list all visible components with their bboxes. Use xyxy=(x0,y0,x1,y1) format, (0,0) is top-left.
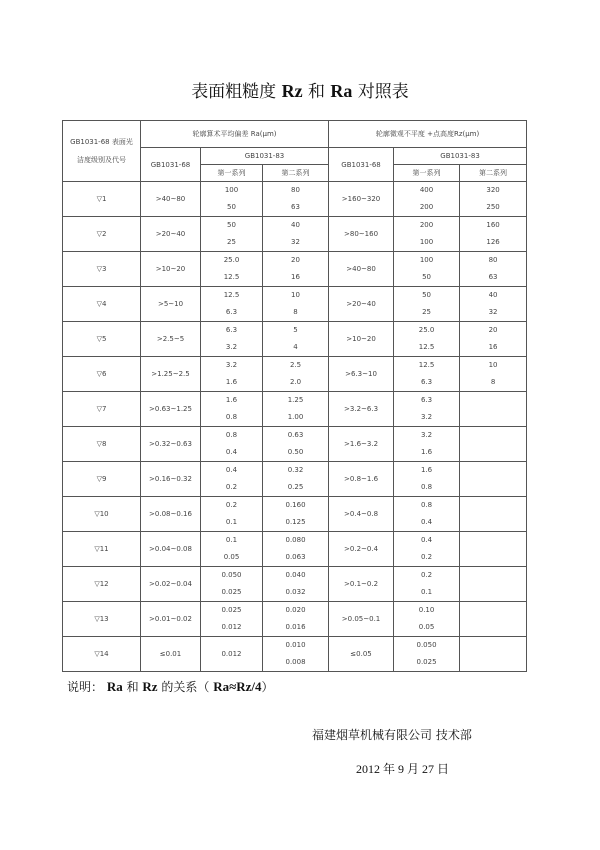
rz-gb83-header: GB1031-83 xyxy=(394,148,527,165)
ra-gb68-cell: >20~40 xyxy=(141,217,201,252)
rz-gb68-cell: >6.3~10 xyxy=(329,357,394,392)
table-row xyxy=(63,532,527,567)
grade-cell: ▽11 xyxy=(63,532,141,567)
cell-value: 0.50 xyxy=(287,448,304,456)
title-and: 和 xyxy=(308,82,325,102)
ra-series1-cell xyxy=(201,637,263,672)
cell-value: 50 xyxy=(227,203,236,211)
cell-value: 25.0 xyxy=(223,256,240,264)
table-row xyxy=(63,357,527,392)
cell-value: 200 xyxy=(419,221,434,229)
cell-value: 0.012 xyxy=(221,623,242,631)
ra-series1-cell xyxy=(201,392,263,427)
rz-series2-cell xyxy=(460,567,527,602)
rz-gb68-cell: >0.4~0.8 xyxy=(329,497,394,532)
rz-series1-cell xyxy=(394,532,460,567)
document-date: 2012 年 9 月 27 日 xyxy=(356,762,450,776)
cell-value: 0.4 xyxy=(225,466,238,474)
cell-value: 0.1 xyxy=(420,588,433,596)
company-name: 福建烟草机械有限公司 技术部 xyxy=(312,728,472,742)
ra-gb68-cell: >0.16~0.32 xyxy=(141,462,201,497)
cell-value: 63 xyxy=(488,273,498,281)
grade-cell: ▽3 xyxy=(63,252,141,287)
cell-value: 6.3 xyxy=(420,396,433,404)
rz-series1-cell xyxy=(394,462,460,497)
ra-gb68-cell: >0.08~0.16 xyxy=(141,497,201,532)
cell-value: 0.016 xyxy=(285,623,306,631)
ra-group-header: 轮廓算术平均偏差 Ra(μm) xyxy=(141,121,329,148)
cell-value: 100 xyxy=(419,256,434,264)
cell-value: 0.008 xyxy=(285,658,306,666)
cell-value: 0.25 xyxy=(287,483,304,491)
cell-value: 0.32 xyxy=(287,466,304,474)
cell-value: 2.5 xyxy=(289,361,302,369)
cell-value: 50 xyxy=(422,273,431,281)
cell-value: 25 xyxy=(227,238,236,246)
ra-series2-cell xyxy=(263,357,329,392)
cell-value: 0.63 xyxy=(287,431,304,439)
note-formula: Ra≈Rz/4 xyxy=(213,679,262,694)
cell-value: 25 xyxy=(422,308,431,316)
rz-series1-cell xyxy=(394,497,460,532)
cell-value: 6.3 xyxy=(225,308,238,316)
rz-gb68-cell: >0.8~1.6 xyxy=(329,462,394,497)
cell-value: 0.4 xyxy=(225,448,238,456)
cell-value: 0.063 xyxy=(285,553,306,561)
cell-value: 0.05 xyxy=(418,623,435,631)
cell-value: 12.5 xyxy=(418,361,435,369)
rz-gb68-cell: >40~80 xyxy=(329,252,394,287)
cell-value: 32 xyxy=(488,308,498,316)
grade-cell: ▽6 xyxy=(63,357,141,392)
cell-value: 0.4 xyxy=(420,536,433,544)
rz-series1-cell xyxy=(394,602,460,637)
grade-cell: ▽8 xyxy=(63,427,141,462)
grade-cell: ▽14 xyxy=(63,637,141,672)
cell-value: 80 xyxy=(488,256,498,264)
ra-gb68-cell: >0.01~0.02 xyxy=(141,602,201,637)
table-row xyxy=(63,462,527,497)
title-rz: Rz xyxy=(281,81,303,101)
rz-series2-cell xyxy=(460,392,527,427)
cell-value: 100 xyxy=(419,238,434,246)
cell-value: 0.2 xyxy=(225,483,238,491)
table-row xyxy=(63,427,527,462)
ra-series2-cell xyxy=(263,532,329,567)
rz-gb68-header: GB1031-68 xyxy=(329,148,394,182)
note-rz: Rz xyxy=(142,679,158,694)
rz-series2-cell xyxy=(460,357,527,392)
cell-value: 16 xyxy=(291,273,300,281)
cell-value: 0.050 xyxy=(416,641,437,649)
cell-value: 0.025 xyxy=(221,606,242,614)
rz-series1-cell xyxy=(394,252,460,287)
rz-gb68-cell: >0.1~0.2 xyxy=(329,567,394,602)
cell-value: 0.160 xyxy=(285,501,306,509)
rz-gb68-cell: >0.2~0.4 xyxy=(329,532,394,567)
table-row xyxy=(63,392,527,427)
cell-value: 63 xyxy=(291,203,300,211)
cell-value: 0.1 xyxy=(225,518,238,526)
cell-value: 12.5 xyxy=(223,273,240,281)
title-suffix: 对照表 xyxy=(357,82,409,102)
grade-cell: ▽5 xyxy=(63,322,141,357)
cell-value: 20 xyxy=(291,256,300,264)
ra-series2-cell xyxy=(263,392,329,427)
cell-value: 1.6 xyxy=(225,378,238,386)
table-row xyxy=(63,287,527,322)
ra-series1-cell xyxy=(201,462,263,497)
cell-value: 3.2 xyxy=(420,413,433,421)
ra-series2-cell xyxy=(263,427,329,462)
rz-series2-cell xyxy=(460,637,527,672)
ra-gb68-cell: >10~20 xyxy=(141,252,201,287)
rz-gb68-cell: >0.05~0.1 xyxy=(329,602,394,637)
ra-gb68-cell: >40~80 xyxy=(141,182,201,217)
cell-value: 0.050 xyxy=(221,571,242,579)
cell-value: 1.6 xyxy=(420,448,433,456)
grade-cell: ▽7 xyxy=(63,392,141,427)
cell-value: 40 xyxy=(488,291,498,299)
rz-series1-header: 第一系列 xyxy=(394,165,460,182)
cell-value: 200 xyxy=(419,203,434,211)
ra-series2-cell xyxy=(263,252,329,287)
table-row xyxy=(63,497,527,532)
cell-value: 400 xyxy=(419,186,434,194)
cell-value: 0.8 xyxy=(420,501,433,509)
cell-value: 6.3 xyxy=(420,378,433,386)
cell-value: 1.6 xyxy=(420,466,433,474)
cell-value: 40 xyxy=(291,221,300,229)
ra-gb68-cell: >5~10 xyxy=(141,287,201,322)
cell-value: 0.012 xyxy=(221,649,242,658)
ra-series1-cell xyxy=(201,217,263,252)
ra-series2-cell xyxy=(263,322,329,357)
cell-value: 10 xyxy=(291,291,300,299)
cell-value: 12.5 xyxy=(223,291,240,299)
cell-value: 4 xyxy=(293,343,298,351)
grade-cell: ▽10 xyxy=(63,497,141,532)
rz-series1-cell xyxy=(394,637,460,672)
table-row xyxy=(63,637,527,672)
grade-cell: ▽12 xyxy=(63,567,141,602)
cell-value: 5 xyxy=(293,326,298,334)
ra-series1-cell xyxy=(201,322,263,357)
cell-value: 0.025 xyxy=(416,658,437,666)
rz-series1-cell xyxy=(394,322,460,357)
ra-gb68-cell: >0.02~0.04 xyxy=(141,567,201,602)
cell-value: 160 xyxy=(486,221,500,229)
cell-value: 6.3 xyxy=(225,326,238,334)
rz-series2-cell xyxy=(460,287,527,322)
note-ra: Ra xyxy=(106,679,123,694)
rz-gb68-cell: >80~160 xyxy=(329,217,394,252)
note-and: 和 xyxy=(126,680,139,694)
rz-series2-cell xyxy=(460,602,527,637)
cell-value: 320 xyxy=(486,186,500,194)
cell-value: 25.0 xyxy=(418,326,435,334)
table-row xyxy=(63,182,527,217)
ra-series1-header: 第一系列 xyxy=(201,165,263,182)
rz-gb68-cell: >1.6~3.2 xyxy=(329,427,394,462)
cell-value: 8 xyxy=(490,378,496,386)
ra-series1-cell xyxy=(201,567,263,602)
ra-gb68-cell: ≤0.01 xyxy=(141,637,201,672)
ra-series1-cell xyxy=(201,287,263,322)
cell-value: 0.020 xyxy=(285,606,306,614)
cell-value: 1.00 xyxy=(287,413,304,421)
grade-cell: ▽4 xyxy=(63,287,141,322)
rz-series1-cell xyxy=(394,217,460,252)
cell-value: 3.2 xyxy=(225,343,238,351)
cell-value: 3.2 xyxy=(420,431,433,439)
rz-series2-cell xyxy=(460,252,527,287)
cell-value: 250 xyxy=(486,203,500,211)
note-close: ） xyxy=(261,680,274,694)
cell-value: 0.125 xyxy=(285,518,306,526)
cell-value: 0.4 xyxy=(420,518,433,526)
cell-value: 0.025 xyxy=(221,588,242,596)
title-prefix: 表面粗糙度 xyxy=(191,82,277,102)
rz-series1-cell xyxy=(394,427,460,462)
grade-header: GB1031-68 表面光洁度级别及代号 xyxy=(63,121,141,182)
cell-value: 2.0 xyxy=(289,378,302,386)
cell-value: 0.2 xyxy=(225,501,238,509)
ra-series1-cell xyxy=(201,252,263,287)
cell-value: 0.8 xyxy=(225,431,238,439)
ra-series2-cell xyxy=(263,497,329,532)
grade-cell: ▽9 xyxy=(63,462,141,497)
ra-series1-cell xyxy=(201,497,263,532)
cell-value: 50 xyxy=(422,291,431,299)
ra-series2-header: 第二系列 xyxy=(263,165,329,182)
table-row xyxy=(63,217,527,252)
cell-value: 126 xyxy=(486,238,500,246)
ra-gb68-cell: >0.32~0.63 xyxy=(141,427,201,462)
cell-value: 50 xyxy=(227,221,236,229)
cell-value: 16 xyxy=(488,343,498,351)
cell-value: 0.2 xyxy=(420,553,433,561)
note xyxy=(67,678,274,695)
ra-gb83-header: GB1031-83 xyxy=(201,148,329,165)
ra-series2-cell xyxy=(263,602,329,637)
rz-gb68-cell: >10~20 xyxy=(329,322,394,357)
cell-value: 80 xyxy=(291,186,300,194)
note-text: 的关系（ xyxy=(161,680,210,694)
cell-value: 0.032 xyxy=(285,588,306,596)
rz-gb68-cell: >3.2~6.3 xyxy=(329,392,394,427)
cell-value: 0.080 xyxy=(285,536,306,544)
rz-series1-cell xyxy=(394,357,460,392)
rz-series1-cell xyxy=(394,567,460,602)
rz-series1-cell xyxy=(394,392,460,427)
rz-series2-cell xyxy=(460,427,527,462)
roughness-table xyxy=(62,120,527,672)
ra-gb68-cell: >0.04~0.08 xyxy=(141,532,201,567)
ra-series2-cell xyxy=(263,462,329,497)
note-label: 说明： xyxy=(67,680,104,694)
ra-gb68-cell: >1.25~2.5 xyxy=(141,357,201,392)
grade-cell: ▽2 xyxy=(63,217,141,252)
ra-gb68-cell: >2.5~5 xyxy=(141,322,201,357)
table-row xyxy=(63,252,527,287)
ra-series2-cell xyxy=(263,287,329,322)
ra-series1-cell xyxy=(201,532,263,567)
ra-series2-cell xyxy=(263,637,329,672)
cell-value: 0.1 xyxy=(225,536,238,544)
cell-value: 20 xyxy=(488,326,498,334)
rz-series1-cell xyxy=(394,287,460,322)
ra-series1-cell xyxy=(201,427,263,462)
ra-series1-cell xyxy=(201,602,263,637)
rz-gb68-cell: >20~40 xyxy=(329,287,394,322)
table-row xyxy=(63,322,527,357)
rz-gb68-cell: ≤0.05 xyxy=(329,637,394,672)
cell-value: 3.2 xyxy=(225,361,238,369)
rz-series2-cell xyxy=(460,532,527,567)
cell-value: 0.010 xyxy=(285,641,306,649)
cell-value: 0.10 xyxy=(418,606,435,614)
ra-series1-cell xyxy=(201,357,263,392)
cell-value: 0.8 xyxy=(420,483,433,491)
cell-value: 8 xyxy=(293,308,298,316)
table-row xyxy=(63,567,527,602)
rz-series2-cell xyxy=(460,462,527,497)
ra-gb68-header: GB1031-68 xyxy=(141,148,201,182)
ra-series1-cell xyxy=(201,182,263,217)
title-ra: Ra xyxy=(330,81,353,101)
ra-series2-cell xyxy=(263,182,329,217)
cell-value: 10 xyxy=(488,361,498,369)
rz-series2-header: 第二系列 xyxy=(460,165,527,182)
page-title xyxy=(0,77,600,102)
table-row xyxy=(63,602,527,637)
rz-series2-cell xyxy=(460,182,527,217)
cell-value: 100 xyxy=(224,186,239,194)
cell-value: 12.5 xyxy=(418,343,435,351)
ra-series2-cell xyxy=(263,217,329,252)
cell-value: 0.8 xyxy=(225,413,238,421)
ra-gb68-cell: >0.63~1.25 xyxy=(141,392,201,427)
rz-series2-cell xyxy=(460,217,527,252)
rz-series2-cell xyxy=(460,497,527,532)
grade-cell: ▽13 xyxy=(63,602,141,637)
cell-value: 32 xyxy=(291,238,300,246)
grade-cell: ▽1 xyxy=(63,182,141,217)
cell-value: 1.6 xyxy=(225,396,238,404)
ra-series2-cell xyxy=(263,567,329,602)
cell-value: 0.05 xyxy=(223,553,240,561)
rz-group-header: 轮廓微观不平度 +点高度Rz(μm) xyxy=(329,121,527,148)
rz-gb68-cell: >160~320 xyxy=(329,182,394,217)
cell-value: 0.040 xyxy=(285,571,306,579)
rz-series2-cell xyxy=(460,322,527,357)
cell-value: 0.2 xyxy=(420,571,433,579)
rz-series1-cell xyxy=(394,182,460,217)
cell-value: 1.25 xyxy=(287,396,304,404)
